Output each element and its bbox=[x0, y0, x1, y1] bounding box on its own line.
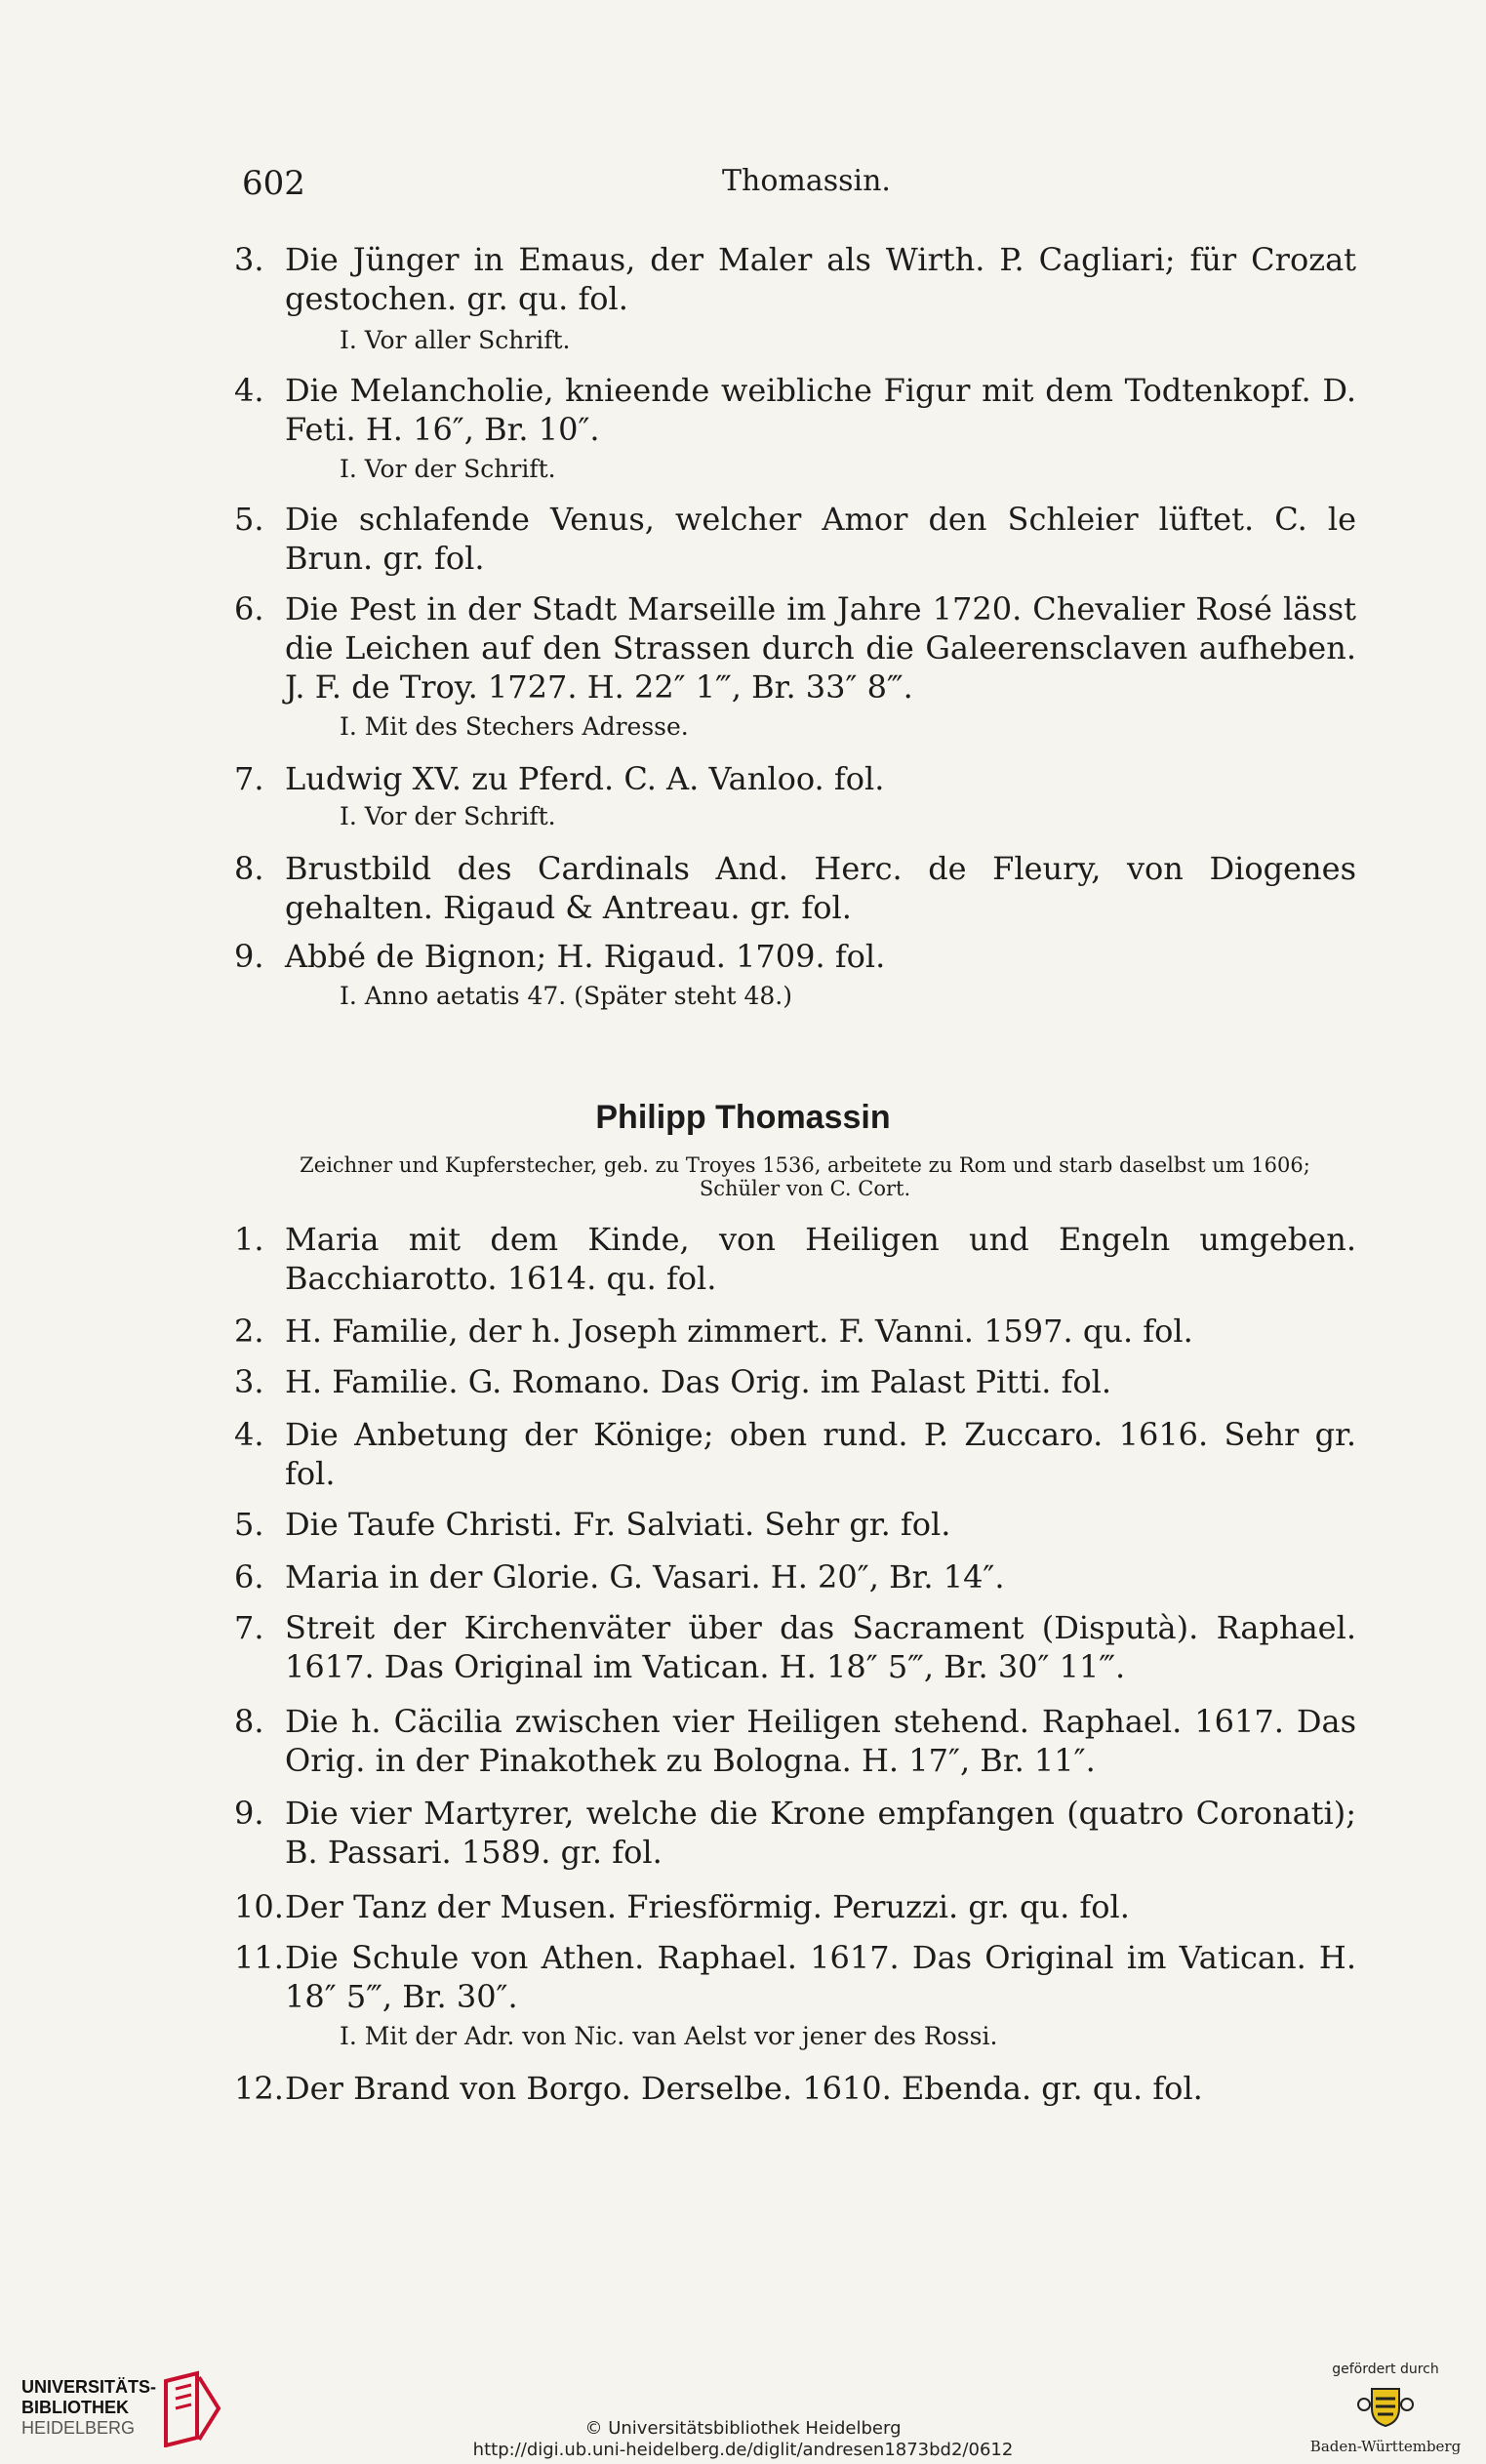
catalog-entry bbox=[234, 371, 1356, 449]
entry-text: Ludwig XV. zu Pferd. C. A. Vanloo. fol. bbox=[285, 760, 885, 797]
entry-number: 1. bbox=[234, 1221, 264, 1258]
entry-text: Der Tanz der Musen. Friesförmig. Peruzzi. gr. qu. fol. bbox=[285, 1888, 1130, 1925]
page-number: 602 bbox=[242, 164, 305, 203]
entry-number: 3. bbox=[234, 1363, 264, 1400]
entry-number: 12. bbox=[234, 2070, 284, 2107]
entry-number: 8. bbox=[234, 1703, 264, 1740]
catalog-entry bbox=[234, 240, 1356, 318]
entry-text: Streit der Kirchenväter über das Sacrament (Disputà). Raphael. 1617. Das Original im Vatican. H. 18″ 5‴, Br. 30″ 11‴. bbox=[285, 1609, 1356, 1685]
entry-text: Die Anbetung der Könige; oben rund. P. Zuccaro. 1616. Sehr gr. fol. bbox=[285, 1416, 1356, 1492]
catalog-entry bbox=[234, 849, 1356, 927]
entry-text: Die Melancholie, knieende weibliche Figur mit dem Todtenkopf. D. Feti. H. 16″, Br. 10″. bbox=[285, 372, 1356, 448]
entry-text: Maria in der Glorie. G. Vasari. H. 20″, Br. 14″. bbox=[285, 1558, 1005, 1596]
entry-text: Maria mit dem Kinde, von Heiligen und Engeln umgeben. Bacchiarotto. 1614. qu. fol. bbox=[285, 1221, 1356, 1297]
catalog-entry bbox=[234, 1415, 1356, 1493]
entry-number: 10. bbox=[234, 1888, 284, 1925]
entry-text: Die Jünger in Emaus, der Maler als Wirth. P. Cagliari; für Crozat gestochen. gr. qu. fol. bbox=[285, 241, 1356, 317]
funder-name: Baden-Württemberg bbox=[1309, 2438, 1462, 2455]
entry-number: 9. bbox=[234, 938, 264, 975]
catalog-entry bbox=[234, 1887, 1356, 1926]
catalog-entry bbox=[234, 1702, 1356, 1780]
catalog-entry bbox=[234, 589, 1356, 707]
entry-text: H. Familie. G. Romano. Das Orig. im Palast Pitti. fol. bbox=[285, 1363, 1112, 1400]
section-title: Philipp Thomassin bbox=[595, 1099, 891, 1136]
entry-number: 4. bbox=[234, 372, 264, 409]
entry-number: 8. bbox=[234, 850, 264, 887]
state-note: I. Mit des Stechers Adresse. bbox=[340, 712, 689, 741]
catalog-entry bbox=[234, 2069, 1356, 2108]
catalog-entry bbox=[234, 1608, 1356, 1686]
entry-number: 7. bbox=[234, 760, 264, 797]
catalog-entry bbox=[234, 1312, 1356, 1351]
entry-text: Die Pest in der Stadt Marseille im Jahre 1720. Chevalier Rosé lässt die Leichen auf den Strassen durch die Galeerensclaven aufheben. J. F. de Troy. 1727. H. 22″ 1‴, Br. 33″ 8‴. bbox=[285, 590, 1356, 706]
section-subtitle: Zeichner und Kupferstecher, geb. zu Troyes 1536, arbeitete zu Rom und starb daselbst um 1606; Schüler von C. Cort. bbox=[300, 1153, 1310, 1200]
entry-text: Brustbild des Cardinals And. Herc. de Fleury, von Diogenes gehalten. Rigaud & Antreau. gr. fol. bbox=[285, 850, 1356, 926]
coat-of-arms-icon bbox=[1354, 2383, 1417, 2430]
entry-text: Die schlafende Venus, welcher Amor den Schleier lüftet. C. le Brun. gr. fol. bbox=[285, 501, 1356, 577]
entry-number: 5. bbox=[234, 1506, 264, 1543]
entry-text: Abbé de Bignon; H. Rigaud. 1709. fol. bbox=[285, 938, 886, 975]
entry-number: 3. bbox=[234, 241, 264, 278]
entry-number: 2. bbox=[234, 1313, 264, 1350]
catalog-entry bbox=[234, 759, 1356, 798]
catalog-entry bbox=[234, 1505, 1356, 1544]
copyright-line: © Universitätsbibliothek Heidelberg bbox=[584, 2418, 902, 2439]
state-note: I. Mit der Adr. von Nic. van Aelst vor jener des Rossi. bbox=[340, 2022, 998, 2050]
entry-number: 9. bbox=[234, 1795, 264, 1832]
catalog-entry bbox=[234, 937, 1356, 976]
entry-text: Die vier Martyrer, welche die Krone empfangen (quatro Coronati); B. Passari. 1589. gr. fol. bbox=[285, 1795, 1356, 1871]
state-note: I. Vor der Schrift. bbox=[340, 455, 556, 483]
running-title: Thomassin. bbox=[722, 164, 891, 198]
entry-number: 7. bbox=[234, 1609, 264, 1646]
entry-number: 6. bbox=[234, 590, 264, 627]
library-name: UNIVERSITÄTS- BIBLIOTHEK HEIDELBERG bbox=[21, 2377, 157, 2438]
source-url-link[interactable]: http://digi.ub.uni-heidelberg.de/diglit/andresen1873bd2/0612 bbox=[472, 2440, 1014, 2460]
entry-text: Die Schule von Athen. Raphael. 1617. Das Original im Vatican. H. 18″ 5‴, Br. 30″. bbox=[285, 1939, 1356, 2015]
entry-text: Der Brand von Borgo. Derselbe. 1610. Ebenda. gr. qu. fol. bbox=[285, 2070, 1203, 2107]
funder-block bbox=[1298, 2362, 1473, 2455]
catalog-entry bbox=[234, 1557, 1356, 1596]
funded-by-label: gefördert durch bbox=[1332, 2362, 1439, 2377]
entry-number: 6. bbox=[234, 1558, 264, 1596]
catalog-entry bbox=[234, 500, 1356, 578]
footer-credits bbox=[0, 2418, 1486, 2461]
entry-text: Die Taufe Christi. Fr. Salviati. Sehr gr. fol. bbox=[285, 1506, 951, 1543]
catalog-entry bbox=[234, 1938, 1356, 2016]
catalog-entry bbox=[234, 1794, 1356, 1872]
entry-text: Die h. Cäcilia zwischen vier Heiligen stehend. Raphael. 1617. Das Orig. in der Pinakothek zu Bologna. H. 17″, Br. 11″. bbox=[285, 1703, 1356, 1779]
catalog-entry bbox=[234, 1362, 1356, 1401]
entry-number: 5. bbox=[234, 501, 264, 538]
state-note: I. Vor aller Schrift. bbox=[340, 326, 571, 354]
entry-number: 11. bbox=[234, 1939, 284, 1976]
state-note: I. Vor der Schrift. bbox=[340, 802, 556, 830]
state-note: I. Anno aetatis 47. (Später steht 48.) bbox=[340, 982, 793, 1010]
entry-number: 4. bbox=[234, 1416, 264, 1453]
catalog-entry bbox=[234, 1220, 1356, 1298]
entry-text: H. Familie, der h. Joseph zimmert. F. Vanni. 1597. qu. fol. bbox=[285, 1313, 1193, 1350]
